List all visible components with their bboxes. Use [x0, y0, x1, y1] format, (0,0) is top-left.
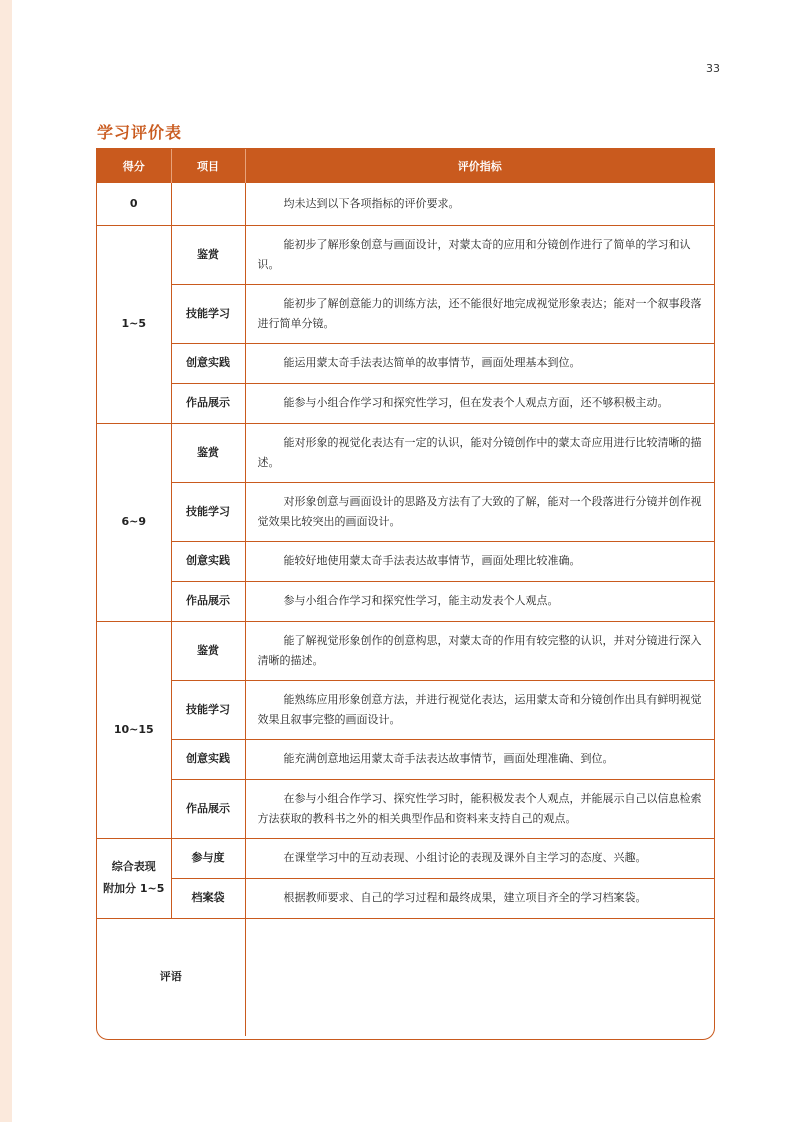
section-title: 学习评价表	[97, 123, 183, 142]
item-cell: 作品展示	[171, 581, 245, 621]
table-row	[97, 423, 714, 482]
table-row	[97, 225, 714, 284]
table-row	[97, 343, 714, 383]
item-cell	[171, 183, 245, 225]
table-row	[97, 482, 714, 541]
side-strip	[0, 0, 12, 1122]
item-cell: 档案袋	[171, 878, 245, 918]
table-header-row	[97, 149, 714, 183]
criteria-cell: 能较好地使用蒙太奇手法表达故事情节，画面处理比较准确。	[245, 541, 714, 581]
criteria-cell: 能初步了解形象创意与画面设计，对蒙太奇的应用和分镜创作进行了简单的学习和认识。	[245, 225, 714, 284]
criteria-cell: 参与小组合作学习和探究性学习，能主动发表个人观点。	[245, 581, 714, 621]
item-cell: 创意实践	[171, 343, 245, 383]
criteria-cell: 根据教师要求、自己的学习过程和最终成果，建立项目齐全的学习档案袋。	[245, 878, 714, 918]
criteria-cell: 能对形象的视觉化表达有一定的认识，能对分镜创作中的蒙太奇应用进行比较清晰的描述。	[245, 423, 714, 482]
comment-field[interactable]	[245, 918, 714, 1036]
item-cell: 参与度	[171, 838, 245, 878]
criteria-cell: 能熟练应用形象创意方法，并进行视觉化表达，运用蒙太奇和分镜创作出具有鲜明视觉效果且叙事完整的画面设计。	[245, 680, 714, 739]
item-cell: 作品展示	[171, 779, 245, 838]
table-row	[97, 838, 714, 878]
score-cell: 综合表现 附加分 1~5	[97, 838, 171, 918]
table-row	[97, 541, 714, 581]
table-row	[97, 739, 714, 779]
item-cell: 作品展示	[171, 383, 245, 423]
table-row	[97, 183, 714, 225]
table-row	[97, 680, 714, 739]
table-row	[97, 581, 714, 621]
criteria-cell: 对形象创意与画面设计的思路及方法有了大致的了解，能对一个段落进行分镜并创作视觉效果比较突出的画面设计。	[245, 482, 714, 541]
criteria-cell: 在参与小组合作学习、探究性学习时，能积极发表个人观点，并能展示自己以信息检索方法获取的教科书之外的相关典型作品和资料来支持自己的观点。	[245, 779, 714, 838]
score-cell: 6~9	[97, 423, 171, 621]
table-row	[97, 284, 714, 343]
criteria-cell: 均未达到以下各项指标的评价要求。	[245, 183, 714, 225]
score-cell: 1~5	[97, 225, 171, 423]
header-criteria: 评价指标	[245, 149, 714, 183]
item-cell: 创意实践	[171, 541, 245, 581]
item-cell: 技能学习	[171, 680, 245, 739]
score-cell: 0	[97, 183, 171, 225]
comment-row	[97, 918, 714, 1036]
evaluation-table	[96, 148, 715, 1040]
page-number: 33	[706, 62, 720, 75]
item-cell: 技能学习	[171, 284, 245, 343]
table-row	[97, 621, 714, 680]
header-score: 得分	[97, 149, 171, 183]
criteria-cell: 在课堂学习中的互动表现、小组讨论的表现及课外自主学习的态度、兴趣。	[245, 838, 714, 878]
table-row	[97, 878, 714, 918]
criteria-cell: 能参与小组合作学习和探究性学习，但在发表个人观点方面，还不够积极主动。	[245, 383, 714, 423]
score-cell: 10~15	[97, 621, 171, 838]
item-cell: 鉴赏	[171, 423, 245, 482]
item-cell: 鉴赏	[171, 225, 245, 284]
item-cell: 创意实践	[171, 739, 245, 779]
criteria-cell: 能初步了解创意能力的训练方法，还不能很好地完成视觉形象表达；能对一个叙事段落进行简单分镜。	[245, 284, 714, 343]
criteria-cell: 能充满创意地运用蒙太奇手法表达故事情节，画面处理准确、到位。	[245, 739, 714, 779]
header-item: 项目	[171, 149, 245, 183]
criteria-cell: 能了解视觉形象创作的创意构思，对蒙太奇的作用有较完整的认识，并对分镜进行深入清晰的描述。	[245, 621, 714, 680]
table-row	[97, 383, 714, 423]
item-cell: 鉴赏	[171, 621, 245, 680]
table-row	[97, 779, 714, 838]
comment-label: 评语	[97, 918, 245, 1036]
criteria-cell: 能运用蒙太奇手法表达简单的故事情节，画面处理基本到位。	[245, 343, 714, 383]
item-cell: 技能学习	[171, 482, 245, 541]
